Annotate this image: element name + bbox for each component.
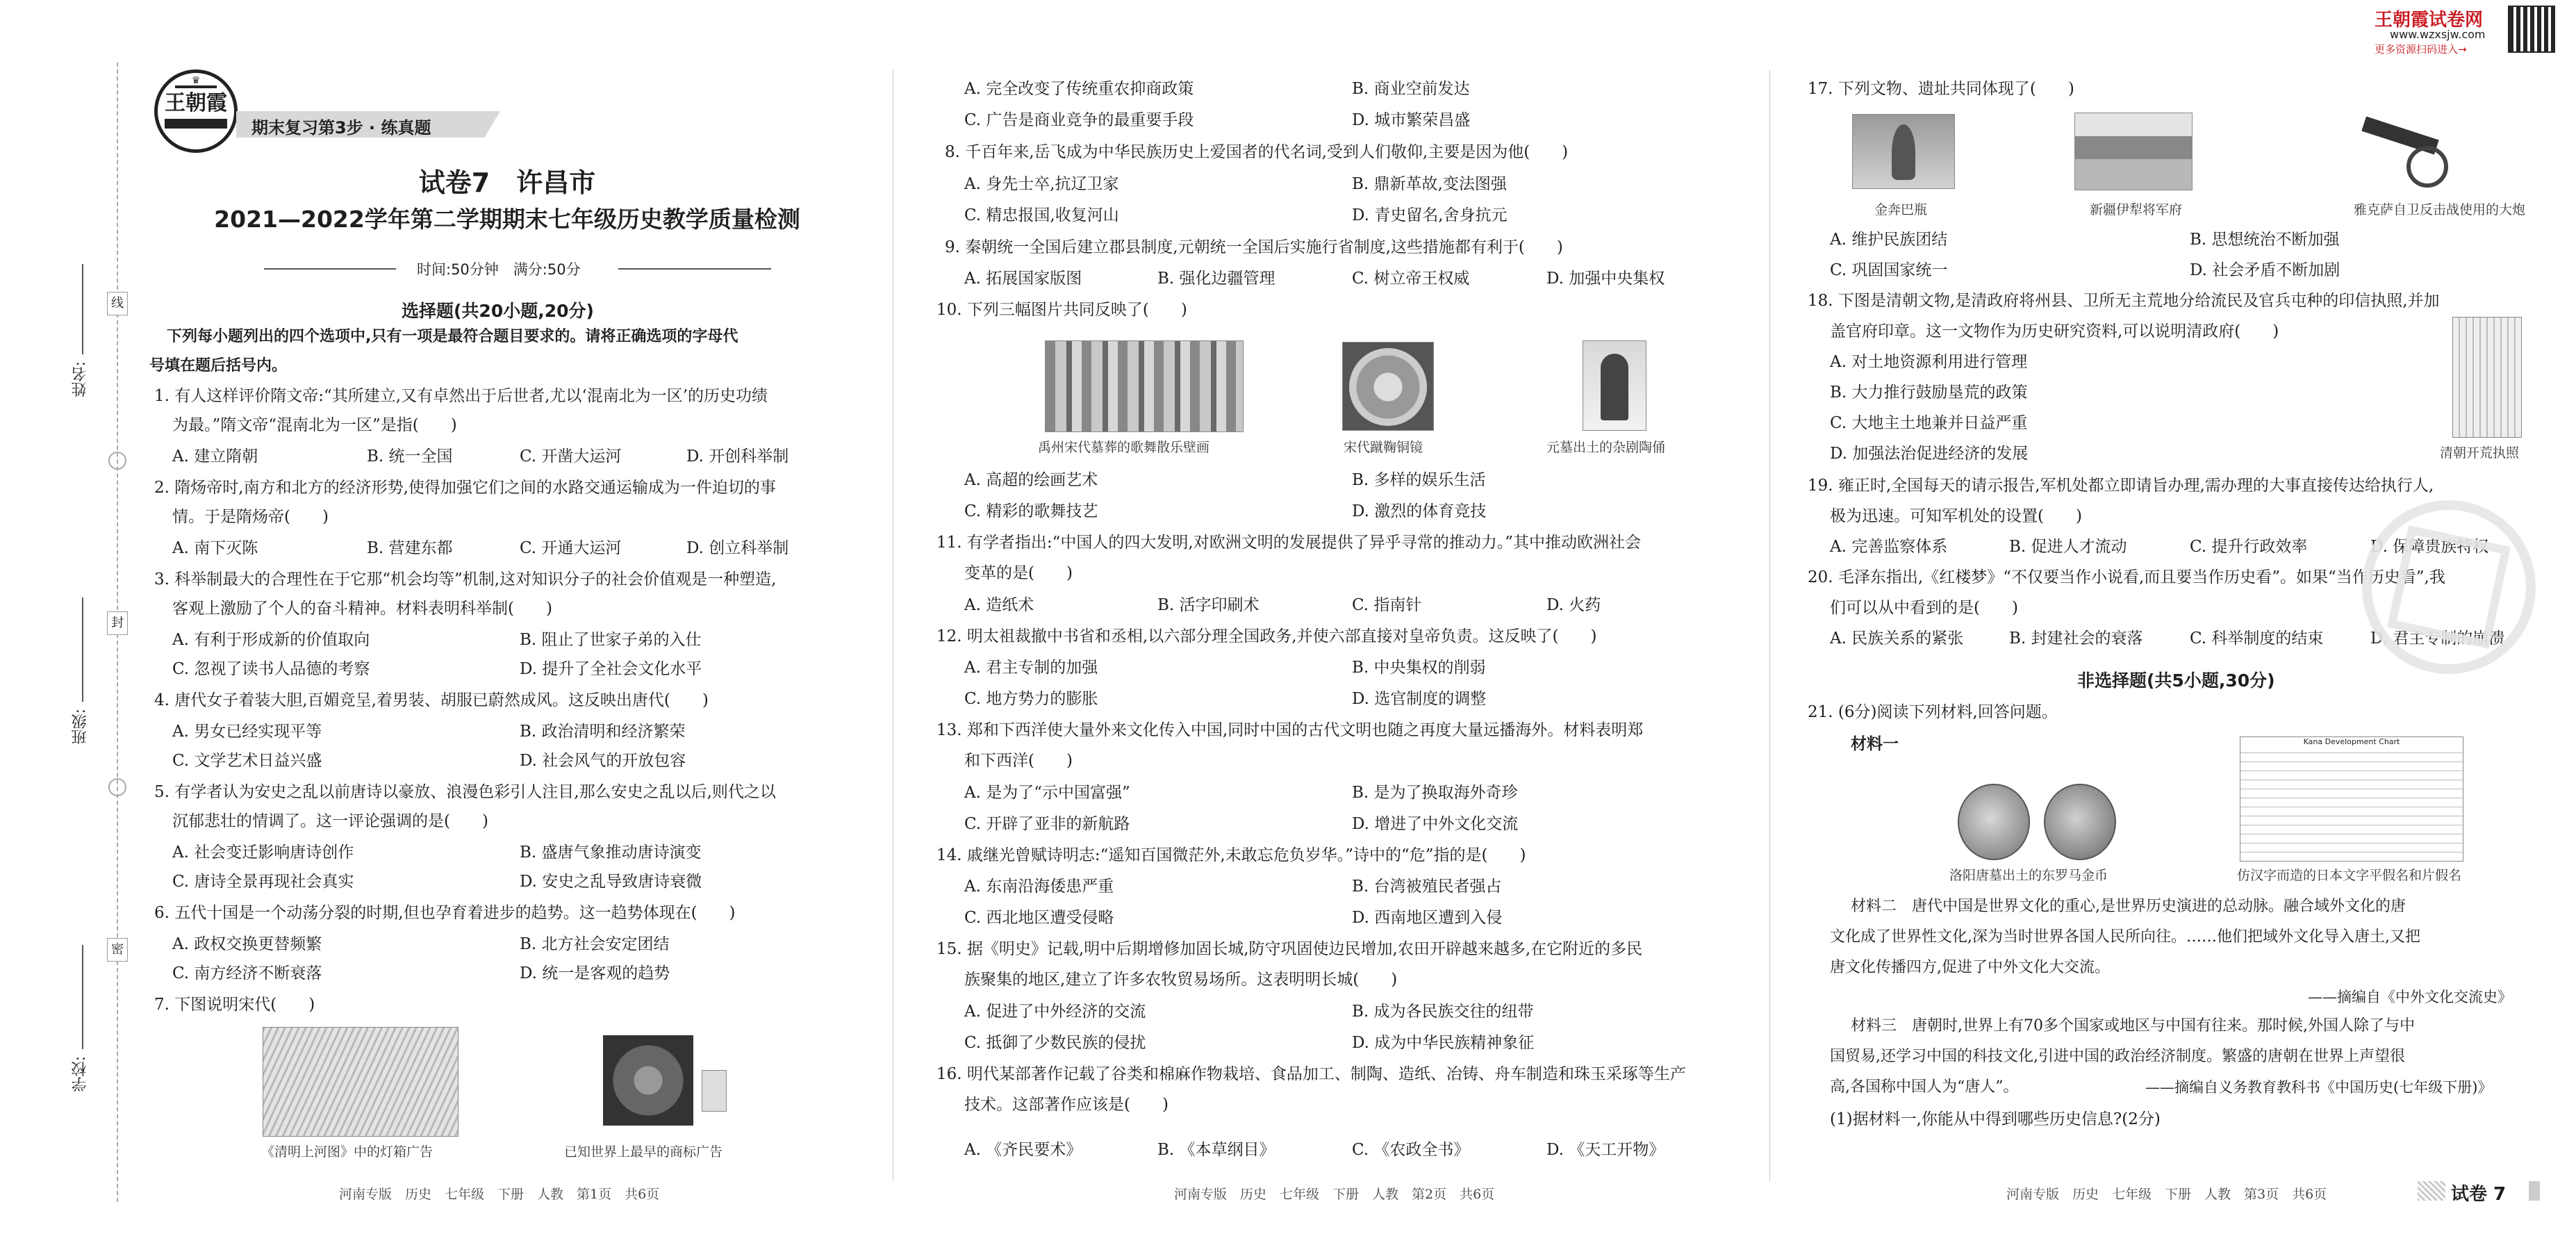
banner-text: 期末复习第3步 · 练真题	[251, 118, 431, 138]
opera-figurine-image	[1583, 340, 1646, 431]
class-label: 班级:	[72, 709, 89, 745]
option-c[interactable]: C. 精忠报国,收复河山	[964, 206, 1119, 224]
footer-tag: 试卷 7	[2451, 1184, 2507, 1205]
option-a[interactable]: A. 东南沿海倭患严重	[964, 878, 1114, 896]
school-underline	[82, 945, 83, 1049]
option-a[interactable]: A. 《齐民要术》	[964, 1141, 1082, 1159]
question-1: 1. 有人这样评价隋文帝:“其所建立,又有卓然出于后世者,尤以‘混南北为一区’的历史功绩	[154, 387, 768, 405]
option-b[interactable]: B. 鼎新革故,变法图强	[1352, 175, 1507, 193]
option-c[interactable]: C. 精彩的歌舞技艺	[964, 502, 1098, 520]
option-d[interactable]: D. 成为中华民族精神象征	[1352, 1034, 1535, 1052]
option-d[interactable]: D. 选官制度的调整	[1352, 690, 1487, 708]
option-b[interactable]: B. 思想统治不断加强	[2190, 231, 2340, 249]
time-rule-right	[618, 268, 771, 270]
option-a[interactable]: A. 促进了中外经济的交流	[964, 1003, 1146, 1021]
cannon-image	[2348, 113, 2454, 190]
bind-mark-3: 密	[107, 938, 128, 962]
question-20: 20. 毛泽东指出,《红楼梦》“不仅要当作小说看,而且要当作历史看”。如果“当作历史看”,我	[1808, 568, 2445, 586]
question-12: 12. 明太祖裁撤中书省和丞相,以六部分理全国政务,并使六部直接对皇帝负责。这反映了( )	[936, 627, 1597, 645]
material-3-source: ——摘编自义务教育教科书《中国历史(七年级下册)》	[2145, 1079, 2493, 1096]
material-3: 高,各国称中国人为“唐人”。	[1830, 1078, 2019, 1096]
option-b[interactable]: B. 促进人才流动	[2009, 538, 2127, 556]
option-c[interactable]: C. 开凿大运河	[520, 447, 622, 466]
option-a[interactable]: A. 造纸术	[964, 596, 1034, 614]
question-11: 变革的是( )	[964, 564, 1073, 582]
image-caption: 金奔巴瓶	[1874, 202, 1928, 217]
option-d[interactable]: D. 社会矛盾不断加剧	[2190, 261, 2340, 279]
question-10: 10. 下列三幅图片共同反映了( )	[936, 301, 1187, 319]
option-c[interactable]: C. 树立帝王权威	[1352, 270, 1470, 288]
question-7: 7. 下图说明宋代( )	[154, 996, 315, 1014]
image-caption: 雅克萨自卫反击战使用的大炮	[2354, 202, 2526, 217]
option-d[interactable]: D. 提升了全社会文化水平	[520, 660, 702, 678]
option-c[interactable]: C. 地方势力的膨胀	[964, 690, 1098, 708]
option-c[interactable]: C. 开辟了亚非的新航路	[964, 815, 1130, 833]
question-4: 4. 唐代女子着装大胆,百媚竞呈,着男装、胡服已蔚然成风。这反映出唐代( )	[154, 691, 709, 709]
question-21: 21. (6分)阅读下列材料,回答问题。	[1808, 703, 2058, 721]
option-d[interactable]: D. 火药	[1546, 596, 1601, 614]
option-b[interactable]: B. 中央集权的削弱	[1352, 659, 1486, 677]
question-15: 15. 据《明史》记载,明中后期增修加固长城,防守巩固使边民增加,农田开辟越来越多,在它附近的多民	[936, 940, 1643, 958]
option-a[interactable]: A. 高超的绘画艺术	[964, 471, 1098, 489]
option-a[interactable]: A. 男女已经实现平等	[172, 723, 322, 741]
bronze-mirror-image	[1342, 342, 1434, 431]
footer-tag-pattern	[2418, 1181, 2445, 1201]
material-3: 国贸易,还学习中国的科技文化,引进中国的政治经济制度。繁盛的唐朝在世界上声望很	[1830, 1048, 2405, 1065]
option-d[interactable]: D. 统一是客观的趋势	[520, 964, 670, 982]
section-title-nonchoice: 非选择题(共5小题,30分)	[2077, 670, 2275, 691]
option-b[interactable]: B. 成为各民族交往的纽带	[1352, 1003, 1534, 1021]
option-a[interactable]: A. 有利于形成新的价值取向	[172, 631, 370, 649]
option-b[interactable]: B. 封建社会的衰落	[2009, 629, 2143, 648]
footer-tag-bar	[2529, 1181, 2540, 1201]
question-16: 16. 明代某部著作记载了谷类和棉麻作物栽培、食品加工、制陶、造纸、冶铸、舟车制造和珠玉采琢等生产	[936, 1065, 1686, 1083]
qr-code-icon[interactable]	[2508, 6, 2555, 53]
option-c[interactable]: C. 《农政全书》	[1352, 1141, 1470, 1159]
question-9: 9. 秦朝统一全国后建立郡县制度,元朝统一全国后实施行省制度,这些措施都有利于( )	[945, 238, 1563, 256]
option-d[interactable]: D. 激烈的体育竞技	[1352, 502, 1487, 520]
question-13: 13. 郑和下西洋使大量外来文化传入中国,同时中国的古代文明也随之再度大量远播海外。材料表明郑	[936, 721, 1644, 739]
image-caption: 《清明上河图》中的灯箱广告	[261, 1144, 434, 1160]
option-a[interactable]: A. 维护民族团结	[1830, 231, 1948, 249]
option-b[interactable]: B. 多样的娱乐生活	[1352, 471, 1486, 489]
option-b[interactable]: B. 《本草纲目》	[1157, 1141, 1275, 1159]
option-c[interactable]: C. 大地主土地兼并日益严重	[1830, 414, 2028, 432]
option-b[interactable]: B. 大力推行鼓励垦荒的政策	[1830, 384, 2028, 402]
question-2: 情。于是隋炀帝( )	[172, 508, 329, 526]
option-d[interactable]: D. 城市繁荣昌盛	[1352, 111, 1471, 129]
image-caption: 清朝开荒执照	[2440, 445, 2520, 461]
option-b[interactable]: B. 阻止了世家子弟的入仕	[520, 631, 702, 649]
option-c[interactable]: C. 科举制度的结束	[2190, 629, 2324, 648]
question-5: 沉郁悲壮的情调了。这一评论强调的是( )	[172, 812, 488, 830]
question-1: 为最。”隋文帝“混南北为一区”是指( )	[172, 416, 457, 434]
bind-mark-1: 线	[107, 292, 128, 315]
option-d[interactable]: D. 青史留名,舍身抗元	[1352, 206, 1508, 224]
site-brand: 王朝霞试卷网	[2375, 10, 2484, 31]
option-a[interactable]: A. 是为了“示中国富强”	[964, 784, 1130, 802]
option-b[interactable]: B. 统一全国	[367, 447, 453, 466]
question-18: 盖官府印章。这一文物作为历史研究资料,可以说明清政府( )	[1830, 322, 2279, 340]
material-3: 材料三 唐朝时,世界上有70多个国家或地区与中国有往来。那时候,外国人除了与中	[1851, 1017, 2415, 1035]
option-c[interactable]: C. 开通大运河	[520, 539, 622, 557]
question-13: 和下西洋( )	[964, 752, 1073, 770]
option-d[interactable]: D. 创立科举制	[686, 539, 789, 557]
question-6: 6. 五代十国是一个动荡分裂的时期,但也孕育着进步的趋势。这一趋势体现在( )	[154, 904, 736, 922]
option-b[interactable]: B. 北方社会安定团结	[520, 935, 670, 953]
option-b[interactable]: B. 台湾被殖民者强占	[1352, 878, 1502, 896]
option-b[interactable]: B. 营建东都	[367, 539, 453, 557]
logo-badge	[154, 69, 238, 153]
option-d[interactable]: D. 君主专制的崩溃	[2370, 629, 2505, 648]
option-c[interactable]: C. 提升行政效率	[2190, 538, 2308, 556]
page-footer-2: 河南专版 历史 七年级 下册 人教 第2页 共6页	[1174, 1187, 1495, 1202]
logo-crown-icon: ♛	[175, 76, 217, 88]
option-d[interactable]: D. 安史之乱导致唐诗衰微	[520, 873, 702, 891]
option-a[interactable]: A. 南下灭陈	[172, 539, 258, 557]
image-caption: 元墓出土的杂剧陶俑	[1546, 440, 1666, 455]
question-16: 技术。这部著作应该是( )	[964, 1096, 1169, 1114]
option-c[interactable]: C. 指南针	[1352, 596, 1422, 614]
trademark-detail-image	[702, 1070, 727, 1112]
image-caption: 仿汉字而造的日本文字平假名和片假名	[2237, 868, 2462, 883]
option-d[interactable]: D. 开创科举制	[686, 447, 789, 466]
school-label: 学校:	[72, 1056, 89, 1092]
option-c[interactable]: C. 文学艺术日益兴盛	[172, 752, 322, 770]
option-d[interactable]: D. 社会风气的开放包容	[520, 752, 686, 770]
option-a[interactable]: A. 政权交换更替频繁	[172, 935, 322, 953]
option-a[interactable]: A. 君主专制的加强	[964, 659, 1098, 677]
option-a[interactable]: A. 身先士卒,抗辽卫家	[964, 175, 1119, 193]
option-b[interactable]: B. 政治清明和经济繁荣	[520, 723, 686, 741]
image-caption: 洛阳唐墓出土的东罗马金币	[1949, 868, 2108, 883]
land-permit-image	[2452, 317, 2522, 438]
option-d[interactable]: D. 西南地区遭到入侵	[1352, 909, 1503, 927]
option-c[interactable]: C. 南方经济不断衰落	[172, 964, 322, 982]
question-5: 5. 有学者认为安史之乱以前唐诗以豪放、浪漫色彩引人注目,那么安史之乱以后,则代之以	[154, 783, 776, 801]
time-rule-left	[264, 268, 396, 270]
site-slogan: 更多资源扫码进入→	[2375, 43, 2467, 56]
bind-mark-2: 封	[107, 611, 128, 635]
option-a[interactable]: A. 建立隋朝	[172, 447, 258, 466]
question-2: 2. 隋炀帝时,南方和北方的经济形势,使得加强它们之间的水路交通运输成为一件迫切的事	[154, 479, 776, 497]
question-17: 17. 下列文物、遗址共同体现了( )	[1808, 80, 2074, 98]
site-url: www.wzxsjw.com	[2390, 28, 2486, 41]
name-label: 姓名:	[72, 361, 89, 397]
question-3: 客观上激励了个人的奋斗精神。材料表明科举制( )	[172, 600, 552, 618]
material-2: 材料二 唐代中国是世界文化的重心,是世界历史演进的总动脉。融合域外文化的唐	[1851, 898, 2406, 915]
question-8: 8. 千百年来,岳飞成为中华民族历史上爱国者的代名词,受到人们敬仰,主要是因为他( )	[945, 143, 1569, 161]
page-title: 试卷7 许昌市	[418, 167, 596, 198]
option-b[interactable]: B. 商业空前发达	[1352, 80, 1470, 98]
material-2: 唐文化传播四方,促进了中外文化大交流。	[1830, 959, 2110, 976]
page-footer-3: 河南专版 历史 七年级 下册 人教 第3页 共6页	[2006, 1187, 2327, 1202]
option-a[interactable]: A. 社会变迁影响唐诗创作	[172, 843, 354, 862]
question-19: 极为迅速。可知军机处的设置( )	[1830, 507, 2082, 525]
name-underline	[82, 264, 83, 354]
option-a[interactable]: A. 民族关系的紧张	[1830, 629, 1964, 648]
option-b[interactable]: B. 活字印刷术	[1157, 596, 1260, 614]
option-a[interactable]: A. 完善监察体系	[1830, 538, 1948, 556]
instructions-line: 号填在题后括号内。	[149, 357, 288, 374]
option-b[interactable]: B. 强化边疆管理	[1157, 270, 1275, 288]
image-caption: 禹州宋代墓葬的歌舞散乐壁画	[1038, 440, 1210, 455]
option-c[interactable]: C. 广告是商业竞争的最重要手段	[964, 111, 1194, 129]
yili-general-mansion-image	[2074, 113, 2193, 190]
option-c[interactable]: C. 唐诗全景再现社会真实	[172, 873, 354, 891]
question-19: 19. 雍正时,全国每天的请示报告,军机处都立即请旨办理,需办理的大事直接传达给执行人,	[1808, 477, 2434, 495]
question-14: 14. 戚继光曾赋诗明志:“遥知百国微茫外,未敢忘危负岁华。”诗中的“危”指的是( )	[936, 846, 1526, 864]
punch-hole	[108, 452, 126, 470]
option-d[interactable]: D. 加强法治促进经济的发展	[1830, 445, 2029, 463]
golden-urn-image	[1852, 114, 1955, 189]
page-footer-1: 河南专版 历史 七年级 下册 人教 第1页 共6页	[339, 1187, 660, 1202]
question-11: 11. 有学者指出:“中国人的四大发明,对欧洲文明的发展提供了异乎寻常的推动力。”其中推动欧洲社会	[936, 534, 1641, 552]
page-subtitle: 2021—2022学年第二学期期末七年级历史教学质量检测	[214, 206, 800, 233]
punch-hole	[108, 778, 126, 796]
option-d[interactable]: D. 保障贵族特权	[2370, 538, 2489, 556]
option-b[interactable]: B. 盛唐气象推动唐诗演变	[520, 843, 702, 862]
material-1-label: 材料一	[1851, 735, 1899, 753]
option-b[interactable]: B. 是为了换取海外奇珍	[1352, 784, 1518, 802]
class-underline	[82, 598, 83, 702]
instructions-line: 下列每小题列出的四个选项中,只有一项是最符合题目要求的。请将正确选项的字母代	[167, 328, 738, 345]
option-a[interactable]: A. 完全改变了传统重农抑商政策	[964, 80, 1194, 98]
section-title-choice: 选择题(共20小题,20分)	[402, 301, 594, 321]
column-divider	[1769, 69, 1770, 1181]
sub-question-1: (1)据材料一,你能从中得到哪些历史信息?(2分)	[1830, 1110, 2161, 1128]
material-2-source: ——摘编自《中外文化交流史》	[2308, 989, 2512, 1005]
logo-ribbon	[165, 119, 227, 129]
option-c[interactable]: C. 抵御了少数民族的侵扰	[964, 1034, 1146, 1052]
option-c[interactable]: C. 巩固国家统一	[1830, 261, 1948, 279]
image-caption: 新疆伊犁将军府	[2090, 202, 2183, 217]
material-2: 文化成了世界性文化,深为当时世界各国人民所向往。……他们把域外文化导入唐土,又把	[1830, 928, 2420, 946]
kana-chart-title: Kana Development Chart	[2240, 737, 2463, 746]
qingming-scroll-image	[263, 1027, 459, 1137]
option-a[interactable]: A. 拓展国家版图	[964, 270, 1082, 288]
option-d[interactable]: D. 加强中央集权	[1546, 270, 1665, 288]
gold-coin-image	[2044, 784, 2116, 860]
option-d[interactable]: D. 《天工开物》	[1546, 1141, 1665, 1159]
kana-chart-image	[2240, 736, 2463, 862]
gold-coin-image	[1958, 784, 2030, 860]
time-info: 时间:50分钟 满分:50分	[417, 261, 581, 278]
option-c[interactable]: C. 忽视了读书人品德的考察	[172, 660, 370, 678]
image-caption: 宋代蹴鞠铜镜	[1344, 440, 1423, 455]
image-caption: 已知世界上最早的商标广告	[564, 1144, 723, 1160]
question-18: 18. 下图是清朝文物,是清政府将州县、卫所无主荒地分给流民及官兵屯种的印信执照,并加	[1808, 292, 2440, 310]
option-a[interactable]: A. 对土地资源利用进行管理	[1830, 353, 2028, 371]
trademark-print-image	[603, 1035, 693, 1126]
option-d[interactable]: D. 增进了中外文化交流	[1352, 815, 1519, 833]
mural-image	[1045, 340, 1244, 432]
question-20: 们可以从中看到的是( )	[1830, 599, 2018, 617]
question-3: 3. 科举制最大的合理性在于它那“机会均等”机制,这对知识分子的社会价值观是一种塑造,	[154, 570, 777, 588]
option-c[interactable]: C. 西北地区遭受侵略	[964, 909, 1114, 927]
question-15: 族聚集的地区,建立了许多农牧贸易场所。这表明明长城( )	[964, 971, 1398, 989]
logo-text: 王朝霞	[165, 91, 227, 115]
watermark-seal-icon	[2362, 500, 2536, 674]
